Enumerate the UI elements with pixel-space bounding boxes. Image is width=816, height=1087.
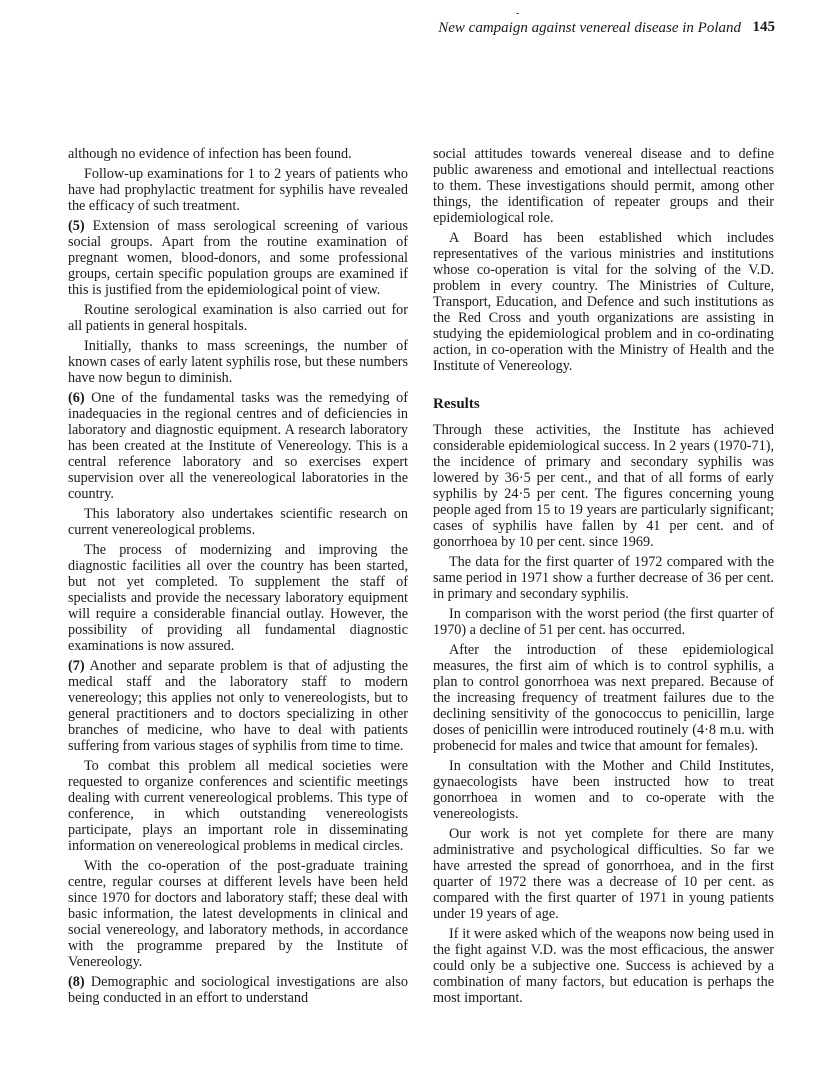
paragraph: If it were asked which of the weapons now being used in the fight against V.D. was the most efficacious, the answer could only be a subjective one. Success is achieved by a combination of many factors, but education is perhaps the most important.	[433, 926, 774, 1006]
paragraph: social attitudes towards venereal disease and to define public awareness and emotional and intellectual reactions to them. These investigations should permit, among other things, the identification of repeater groups and their epidemiological role.	[433, 146, 774, 226]
paragraph: Follow-up examinations for 1 to 2 years of patients who have had prophylactic treatment for syphilis have revealed the efficacy of such treatment.	[68, 166, 408, 214]
paragraph: Through these activities, the Institute has achieved considerable epidemiological success. In 2 years (1970-71), the incidence of primary and secondary syphilis was lowered by 36·5 per cent., and that of all forms of early syphilis by 24·5 per cent. The figures concerning young people aged from 15 to 19 years are particularly significant; cases of syphilis have fallen by 41 per cent. and of gonorrhoea by 10 per cent. since 1969.	[433, 422, 774, 550]
paragraph-text: One of the fundamental tasks was the remedying of inadequacies in the regional centres and of deficiencies in laboratory and diagnostic equipment. A research laboratory has been created at the Institute of Venereology. This is a central reference laboratory and so exercises expert supervision over all the venereological laboratories in the country.	[68, 390, 408, 502]
page-number: 145	[752, 19, 775, 35]
item-number: (7)	[68, 658, 85, 674]
paragraph: A Board has been established which includes representatives of the various ministries and institutions whose co-operation is vital for the solving of the V.D. problem in every country. The Ministries of Culture, Transport, Education, and Defence and such institutions as the Red Cross and youth organizations are assisting in studying the epidemiological problem and in co-ordinating action, in co-operation with the Ministry of Health and the Institute of Venereology.	[433, 230, 774, 374]
running-header	[430, 8, 775, 36]
paragraph: With the co-operation of the post-graduate training centre, regular courses at different levels have been held since 1970 for doctors and laboratory staff; these deal with basic information, the latest developments in clinical and social venereology, and laboratory methods, in accordance with the programme prepared by the Institute of Venereology.	[68, 858, 408, 970]
item-number: (8)	[68, 974, 85, 990]
paragraph: Routine serological examination is also carried out for all patients in general hospitals.	[68, 302, 408, 334]
item-number: (5)	[68, 218, 85, 234]
running-title: New campaign against venereal disease in Poland	[438, 20, 741, 36]
paragraph: The data for the first quarter of 1972 compared with the same period in 1971 show a further decrease of 36 per cent. in primary and secondary syphilis.	[433, 554, 774, 602]
paragraph-text: Another and separate problem is that of adjusting the medical staff and the laboratory staff to modern venereology; this applies not only to venereologists, but to general practitioners and to doctors specializing in other branches of medicine, who have to deal with patients suffering from various stages of syphilis from time to time.	[68, 658, 408, 754]
right-column	[433, 146, 774, 1010]
paragraph: In comparison with the worst period (the first quarter of 1970) a decline of 51 per cent. has occurred.	[433, 606, 774, 638]
left-column	[68, 146, 408, 1010]
paragraph-text: Demographic and sociological investigations are also being conducted in an effort to understand	[68, 974, 408, 1006]
paragraph: Initially, thanks to mass screenings, the number of known cases of early latent syphilis rose, but these numbers have now begun to diminish.	[68, 338, 408, 386]
paragraph-text: Extension of mass serological screening of various social groups. Apart from the routine examination of pregnant women, blood-donors, and some professional groups, certain specific population groups are examined if this is justified from the epidemiological point of view.	[68, 218, 408, 298]
numbered-paragraph-8	[68, 974, 408, 1006]
paragraph: To combat this problem all medical societies were requested to organize conferences and scientific meetings dealing with current venereological problems. This type of conference, in which outstanding venereologists participate, plays an important role in disseminating information on venereological problems in medical circles.	[68, 758, 408, 854]
paragraph: The process of modernizing and improving the diagnostic facilities all over the country has been started, but not yet completed. To supplement the staff of specialists and provide the necessary laboratory equipment will require a considerable financial outlay. However, the possibility of providing all fundamental diagnostic examinations is now assured.	[68, 542, 408, 654]
item-number: (6)	[68, 390, 85, 406]
paragraph: This laboratory also undertakes scientific research on current venereological problems.	[68, 506, 408, 538]
paragraph: Our work is not yet complete for there are many administrative and psychological difficulties. So far we have arrested the spread of gonorrhoea, and in the first quarter of 1972 there was a decrease of 10 per cent. as compared with the first quarter of 1971 in young patients under 19 years of age.	[433, 826, 774, 922]
paragraph: In consultation with the Mother and Child Institutes, gynaecologists have been instructed how to treat gonorrhoea in women and to co-operate with the venereologists.	[433, 758, 774, 822]
paragraph: After the introduction of these epidemiological measures, the first aim of which is to control syphilis, a plan to control gonorrhoea was next prepared. Because of the increasing frequency of treatment failures due to the declining sensitivity of the gonococcus to penicillin, large doses of penicillin were introduced routinely (4·8 m.u. with probenecid for males and twice that amount for females).	[433, 642, 774, 754]
header-mark: -	[516, 8, 520, 19]
numbered-paragraph-6	[68, 390, 408, 502]
numbered-paragraph-5	[68, 218, 408, 298]
paragraph: although no evidence of infection has been found.	[68, 146, 352, 162]
numbered-paragraph-7	[68, 658, 408, 754]
section-heading-results: Results	[433, 396, 480, 412]
